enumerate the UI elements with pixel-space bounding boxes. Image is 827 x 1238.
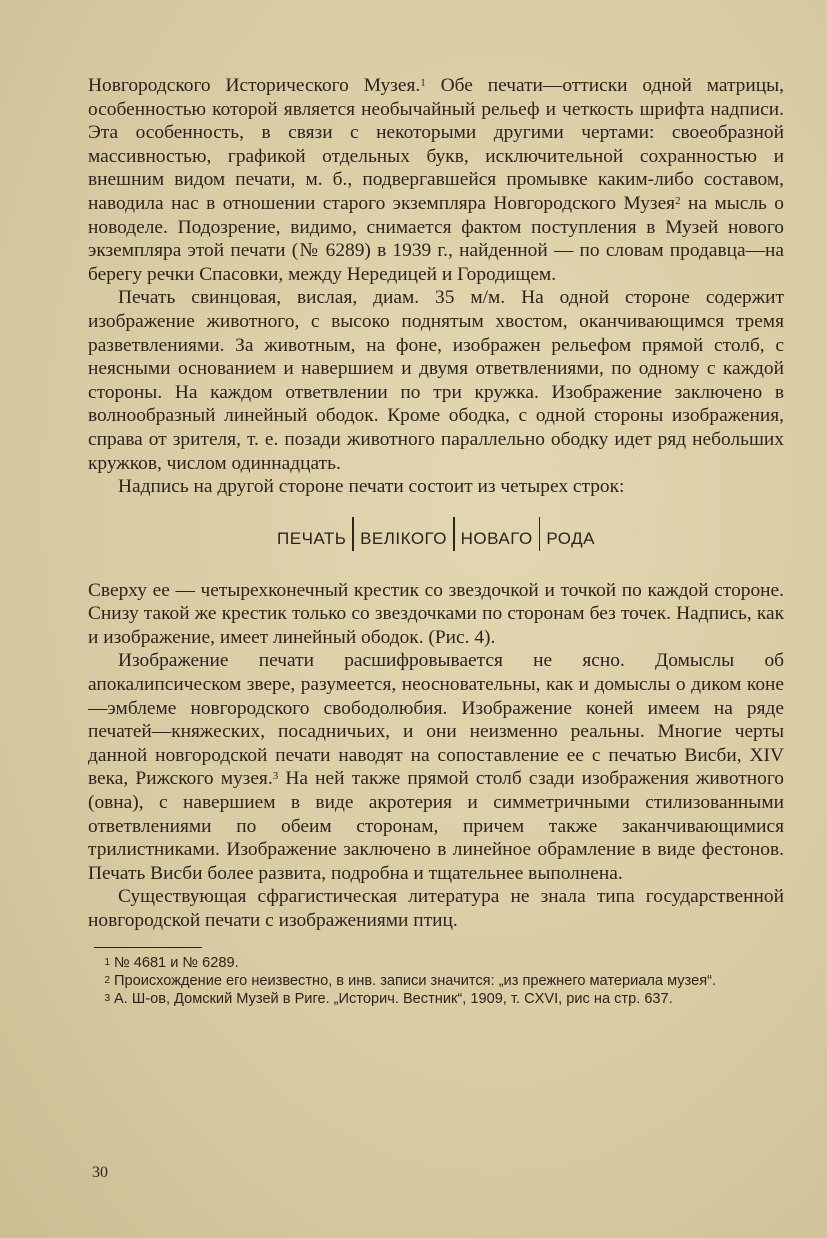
paragraph-5: Изображение печати расшифровывается не ясно. Домыслы об апокалипсическом звере, разумеется, неосновательны, как и домыслы о диком коне—эмблеме новгородского свободолюбия. Изображение коней имеем на ряде печатей—княжеских, посадничьих, и они неизменно реальны. Многие черты данной новгородской печати наводят на сопоставление ее с печатью Висби, XIV века, Рижского музея.$^3$ На ней также прямой столб сзади изображения животного (овна), с навершием в виде акротерия и симметричными стилизованными ответвлениями по обеим сторонам, причем также заканчивающимися трилистниками. Изображение заключено в линейное обрамление в виде фестонов. Печать Висби более развита, подробна и тщательнее выполнена.: [88, 650, 784, 884]
page-body: [88, 74, 784, 1009]
footnote-mark: 2: [104, 975, 110, 986]
footnote-ref-2[interactable]: 2: [675, 194, 681, 207]
footnote-ref-3[interactable]: 3: [272, 770, 279, 783]
paragraph-6: Существующая сфрагистическая литература не знала типа государственной новгородской печати с изображениями птиц.: [88, 886, 784, 931]
inscription-line-4: РОДА: [546, 529, 595, 549]
inscription-line-3: НОВАГО: [460, 529, 533, 549]
footnote-rule: [94, 947, 202, 948]
inscription-line-1: ПЕЧАТЬ: [277, 529, 347, 549]
seal-inscription: [88, 529, 784, 551]
page-number: 30: [92, 1164, 108, 1181]
footnote-mark: 1: [104, 956, 110, 968]
paragraph-1: Новгородского Исторического Музея.$^1$ Обе печати—оттиски одной матрицы, особенностью которой является необычайный рельеф и четкость шрифта надписи. Эта особенность, в связи с некоторыми другими чертами: своеобразной массивностью, графикой отдельных букв, исключительной сохранностью и внешним видом печати, м. б., подвергавшейся промывке каким-либо составом, наводила нас в отношении старого экземпляра Новгородского Музея$^2$ на мысль о новоделе. Подозрение, видимо, снимается фактом поступления в Музей нового экземпляра этой печати (№ 6289) в 1939 г., найденной — по словам продавца—на берегу речки Спасовки, между Нередицей и Городищем.: [88, 75, 784, 285]
footnote-2: 2 Происхождение его неизвестно, в инв. записи значится: „из прежнего материала музея“.: [88, 972, 784, 990]
footnote-ref-1[interactable]: 1: [420, 77, 426, 89]
paragraph-2: Печать свинцовая, вислая, диам. 35 м/м. На одной стороне содержит изображение животного, с высоко поднятым хвостом, оканчивающимся тремя разветвлениями. За животным, на фоне, изображен рельефом прямой столб, с неясными основанием и навершием и двумя ответвлениями, по одному с каждой стороны. На каждом ответвлении по три кружка. Изображение заключено в волнообразный линейный ободок. Кроме ободка, с одной стороны изображения, справа от зрителя, т. е. позади животного параллельно ободку идет ряд небольших кружков, числом одиннадцать.: [88, 287, 784, 474]
footnote-1: 1 № 4681 и № 6289.: [88, 954, 784, 972]
paragraph-3: Надпись на другой стороне печати состоит из четырех строк:: [118, 476, 625, 498]
paragraph-4: Сверху ее — четырехконечный крестик со звездочкой и точкой по каждой стороне. Снизу такой же крестик только со звездочками по сторонам без точек. Надпись, как и изображение, имеет линейный ободок. (Рис. 4).: [88, 579, 784, 648]
footnote-mark: 3: [104, 993, 110, 1005]
footnote-3: 3 А. Ш-ов, Домский Музей в Риге. „Историч. Вестник“, 1909, т. CXVI, рис на стр. 637.: [88, 990, 784, 1008]
inscription-line-2: ВЕЛІКОГО: [360, 529, 448, 549]
